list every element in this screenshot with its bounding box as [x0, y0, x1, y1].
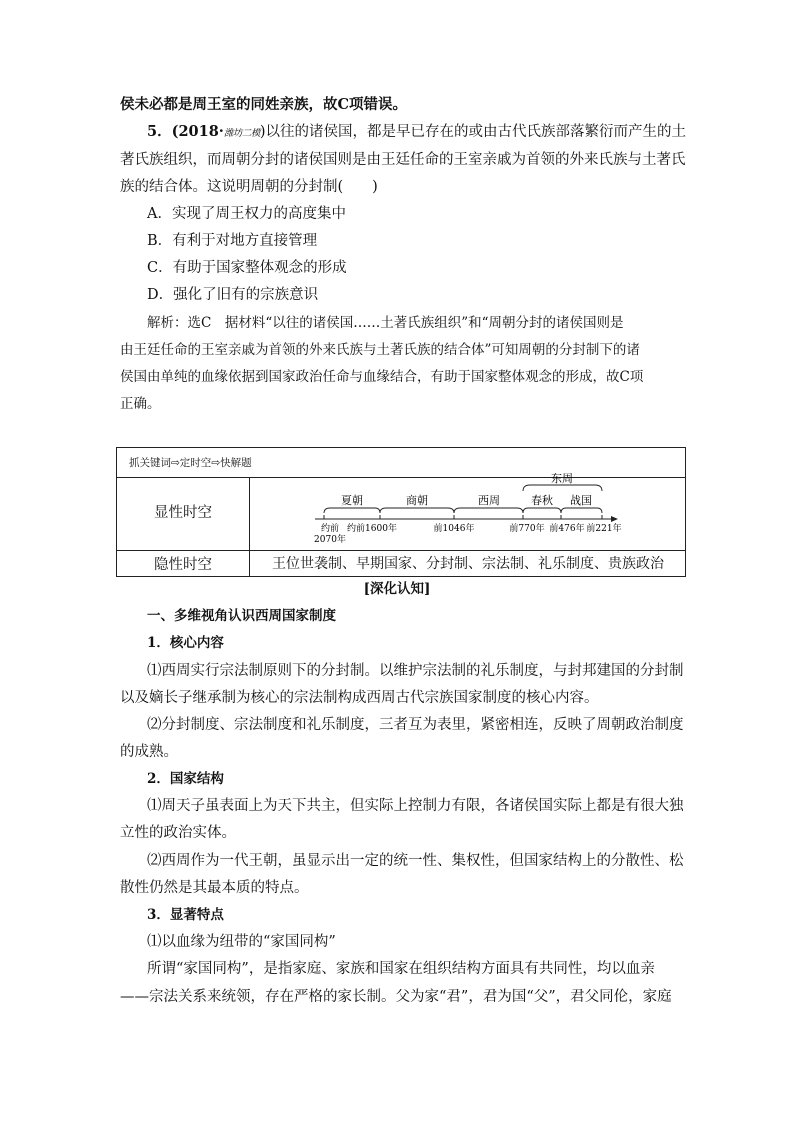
paragraph-line: 侯未必都是周王室的同姓亲族，故C项错误。 — [120, 96, 408, 113]
brace-chunqiu — [523, 508, 561, 513]
option-d: D．强化了旧有的宗族意识 — [147, 287, 319, 303]
explicit-label: 显性时空 — [154, 505, 212, 521]
timeline-arrow — [611, 516, 618, 522]
paragraph-line: 的成熟。 — [120, 744, 178, 760]
brace-dongzhou — [523, 485, 602, 491]
date-label: 前221年 — [586, 524, 622, 534]
timeline — [190, 473, 630, 545]
question-5-line-1 — [147, 122, 686, 144]
date-label: 2070年 — [314, 535, 346, 545]
period-label-upper: 东周 — [551, 473, 573, 485]
table-header-text: 抓关键词⇨定时空⇨快解题 — [129, 457, 252, 469]
table-divider — [117, 550, 685, 551]
subheading-1: 1．核心内容 — [147, 635, 224, 651]
period-label: 战国 — [570, 494, 592, 507]
paragraph-line: ⑴以血缘为纽带的“家国同构” — [147, 934, 336, 950]
date-label: 约前 — [320, 524, 340, 534]
paragraph-line: ⑴西周实行宗法制原则下的分封制。以维护宗法制的礼乐制度，与封邦建国的分封制 — [147, 663, 684, 679]
option-b: B．有利于对地方直接管理 — [147, 233, 318, 249]
answer-line-3: 侯国由单纯的血缘依据到国家政治任命与血缘结合，有助于国家整体观念的形成，故C项 — [120, 369, 644, 385]
question-source: 潍坊二模 — [223, 128, 260, 139]
brace-xizhou — [454, 508, 523, 513]
question-5-line-3: 族的结合体。这说明周朝的分封制( ) — [120, 179, 378, 195]
implicit-label: 隐性时空 — [154, 557, 212, 573]
question-text: )以往的诸侯国，都是早已存在的或由古代氏族部落繁衍而产生的土 — [259, 124, 687, 140]
period-label: 夏朝 — [341, 494, 363, 507]
date-label: 约前1600年 — [347, 524, 397, 534]
paragraph-line: ⑴周天子虽表面上为天下共主，但实际上控制力有限，各诸侯国实际上都是有很大独 — [147, 798, 684, 814]
question-5-line-2: 著氏族组织，而周朝分封的诸侯国则是由王廷任命的王室亲戚为首领的外来氏族与土著氏 — [120, 152, 686, 168]
heading-1: 一、多维视角认识西周国家制度 — [147, 608, 336, 624]
brace-shang — [380, 508, 454, 513]
date-label: 前770年 — [509, 524, 545, 534]
paragraph-line: 所谓“家国同构”，是指家庭、家族和国家在组织结构方面具有共同性，均以血亲 — [147, 961, 655, 977]
subheading-3: 3．显著特点 — [147, 907, 224, 923]
question-number: 5．(2018· — [147, 123, 224, 140]
paragraph-line: 立性的政治实体。 — [120, 825, 236, 841]
paragraph-line: ⑵西周作为一代王朝，虽显示出一定的统一性、集权性，但国家结构上的分散性、松 — [147, 853, 684, 869]
paragraph-line: ——宗法关系来统领，存在严格的家长制。父为家“君”，君为国“父”，君父同伦，家庭 — [120, 989, 672, 1005]
section-title: [深化认知] — [363, 581, 431, 597]
answer-line-4: 正确。 — [120, 396, 161, 412]
implicit-content: 王位世袭制、早期国家、分封制、宗法制、礼乐制度、贵族政治 — [272, 556, 664, 572]
option-a: A．实现了周王权力的高度集中 — [147, 206, 346, 222]
option-c: C．有助于国家整体观念的形成 — [147, 260, 347, 276]
answer-line-1: 解析：选C 据材料“以往的诸侯国……土著氏族组织”和“周朝分封的诸侯国则是 — [147, 315, 624, 331]
paragraph-line: ⑵分封制度、宗法制度和礼乐制度，三者互为表里，紧密相连，反映了周朝政治制度 — [147, 717, 684, 733]
answer-line-2: 由王廷任命的王室亲戚为首领的外来氏族与土著氏族的结合体”可知周朝的分封制下的诸 — [120, 342, 640, 358]
period-label: 西周 — [478, 494, 500, 507]
date-label: 前476年 — [549, 524, 585, 534]
brace-zhanguo — [561, 508, 602, 513]
period-label: 商朝 — [406, 494, 428, 507]
brace-xia — [324, 508, 380, 513]
period-label: 春秋 — [531, 494, 553, 507]
subheading-2: 2．国家结构 — [147, 771, 224, 787]
paragraph-line: 以及嫡长子继承制为核心的宗法制构成西周古代宗族国家制度的核心内容。 — [120, 690, 599, 706]
date-label: 前1046年 — [433, 524, 475, 534]
paragraph-line: 散性仍然是其最本质的特点。 — [120, 880, 309, 896]
